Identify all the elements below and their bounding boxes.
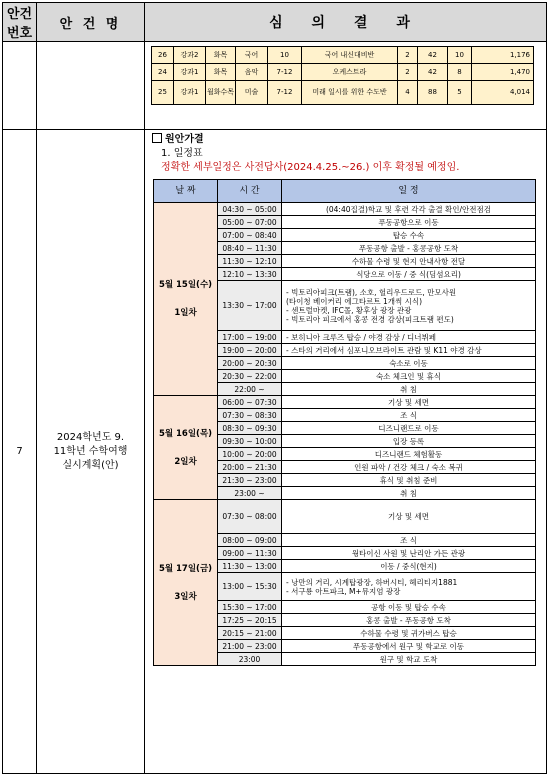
schedule-activity: 수하물 수령 및 귀가버스 탑승: [282, 627, 536, 640]
results-cell: 국어: [236, 47, 268, 64]
schedule-header-row: [154, 180, 536, 203]
results-cell: 42: [418, 47, 448, 64]
schedule-time: 15:30 ~ 17:00: [218, 601, 282, 614]
schedule-time: 12:10 ~ 13:30: [218, 268, 282, 281]
schedule-activity: 수하물 수령 및 현지 안내사항 전달: [282, 255, 536, 268]
schedule-time: 05:00 ~ 07:00: [218, 216, 282, 229]
results-cell: 2: [398, 47, 418, 64]
schedule-time: 17:00 ~ 19:00: [218, 331, 282, 344]
schedule-day-label: 1일차: [174, 308, 197, 318]
results-cell: 24: [152, 64, 174, 81]
results-cell: 88: [418, 81, 448, 105]
results-row: [152, 64, 534, 81]
schedule-day: [154, 396, 218, 500]
item-7-row: [3, 130, 547, 774]
schedule-time: 20:30 ~ 22:00: [218, 370, 282, 383]
schedule-activity: 조 식: [282, 534, 536, 547]
header-no: 안건 번호: [3, 3, 37, 42]
schedule-day-date: 5월 16일(목): [158, 428, 213, 439]
results-cell: 화목: [206, 47, 236, 64]
schedule-activity: 푸동공항에서 원구 및 학교로 이동: [282, 640, 536, 653]
schedule-activity: - 빅토리아피크(트램), 소호, 헐리우드로드, 만모사원 (타이청 베이커리 에그타르트 1개씩 시식) - 센트럴마켓, IFC몰, 황후상 광장 관광 - 빅토리아 피크에서 홍콩 전경 감상(피크트램 편도): [282, 281, 536, 331]
results-cell: 42: [418, 64, 448, 81]
results-cell: 4,014: [472, 81, 534, 105]
section-title: 원안가결: [152, 133, 546, 147]
schedule-row: [154, 203, 536, 216]
schedule-activity: 식당으로 이동 / 중 식(딤섬요리): [282, 268, 536, 281]
schedule-activity: 기상 및 세면: [282, 500, 536, 534]
results-cell: 국어 내신대비반: [302, 47, 398, 64]
results-cell: 7-12: [268, 81, 302, 105]
schedule-time: 07:30 ~ 08:30: [218, 409, 282, 422]
results-cell: 25: [152, 81, 174, 105]
agenda-table: [2, 2, 547, 774]
prev-item-row: [3, 42, 547, 130]
schedule-activity: 숙소로 이동: [282, 357, 536, 370]
schedule-time: 23:00 ~: [218, 487, 282, 500]
schedule-activity: 조 식: [282, 409, 536, 422]
schedule-activity: - 보히니아 크루즈 탑승 / 야경 감상 / 디너뷔페: [282, 331, 536, 344]
schedule-time: 23:00: [218, 653, 282, 666]
results-cell: 4: [398, 81, 418, 105]
schedule-time: 11:30 ~ 13:00: [218, 560, 282, 573]
schedule-activity: 취 침: [282, 383, 536, 396]
schedule-time: 08:30 ~ 09:30: [218, 422, 282, 435]
schedule-day-date: 5월 15일(수): [158, 280, 213, 290]
schedule-activity: - 스타의 거리에서 심포니오브라이트 관람 및 K11 야경 감상: [282, 344, 536, 357]
header-title: 안 건 명: [37, 3, 145, 42]
schedule-day: [154, 203, 218, 396]
section-note: 정확한 세부일정은 사전답사(2024.4.25.~26.) 이후 확정될 예정임.: [161, 162, 460, 173]
schedule-time: 20:00 ~ 21:30: [218, 461, 282, 474]
results-cell: 강과2: [174, 47, 206, 64]
schedule-time: 22:00 ~: [218, 383, 282, 396]
results-cell: 강과1: [174, 64, 206, 81]
schedule-activity: 입장 등록: [282, 435, 536, 448]
schedule-activity: 휴식 및 취침 준비: [282, 474, 536, 487]
schedule-time: 17:25 ~ 20:15: [218, 614, 282, 627]
schedule-activity: 공항 이동 및 탑승 수속: [282, 601, 536, 614]
schedule-activity: 탑승 수속: [282, 229, 536, 242]
checkbox-icon: [152, 133, 162, 143]
schedule-header-schedule: 일 정: [282, 180, 536, 203]
results-cell: 오케스트라: [302, 64, 398, 81]
section-subtitle: 1. 일정표: [161, 148, 203, 159]
schedule-activity: 디즈니랜드 체험활동: [282, 448, 536, 461]
item-title: 2024학년도 9. 11학년 수학여행 실시계획(안): [37, 130, 145, 774]
schedule-day-label: 2일차: [174, 456, 197, 467]
schedule-activity: 웡타이신 사원 및 난리안 가든 관광: [282, 547, 536, 560]
schedule-row: [154, 396, 536, 409]
schedule-time: 07:30 ~ 08:00: [218, 500, 282, 534]
schedule-time: 06:00 ~ 07:30: [218, 396, 282, 409]
prev-item-result: [145, 42, 547, 130]
results-cell: 월화수목: [206, 81, 236, 105]
schedule-time: 08:40 ~ 11:30: [218, 242, 282, 255]
prev-item-number: [3, 42, 37, 130]
schedule-time: 13:00 ~ 15:30: [218, 573, 282, 601]
schedule-activity: - 낭만의 거리, 시계탑광장, 하버시티, 헤리티지1881 - 서구룡 아트파크, M+뮤지엄 광장: [282, 573, 536, 601]
schedule-time: 04:30 ~ 05:00: [218, 203, 282, 216]
schedule-activity: 취 침: [282, 487, 536, 500]
schedule-time: 10:00 ~ 20:00: [218, 448, 282, 461]
schedule-activity: 인원 파악 / 건강 체크 / 숙소 복귀: [282, 461, 536, 474]
schedule-time: 21:30 ~ 23:00: [218, 474, 282, 487]
results-cell: 10: [448, 47, 472, 64]
schedule-activity: 디즈니랜드로 이동: [282, 422, 536, 435]
results-table: [151, 46, 534, 105]
schedule-activity: 원구 및 학교 도착: [282, 653, 536, 666]
results-cell: 26: [152, 47, 174, 64]
schedule-activity: 푸동공항으로 이동: [282, 216, 536, 229]
header-row: [3, 3, 547, 42]
results-cell: 2: [398, 64, 418, 81]
schedule-time: 11:30 ~ 12:10: [218, 255, 282, 268]
results-row: [152, 47, 534, 64]
results-cell: 음악: [236, 64, 268, 81]
schedule-header-date: 날 짜: [154, 180, 218, 203]
schedule-table: [153, 179, 536, 666]
schedule-time: 09:30 ~ 10:00: [218, 435, 282, 448]
schedule-time: 09:00 ~ 11:30: [218, 547, 282, 560]
prev-item-title: [37, 42, 145, 130]
schedule-time: 20:15 ~ 21:00: [218, 627, 282, 640]
schedule-activity: 홍콩 출발 - 푸동공항 도착: [282, 614, 536, 627]
results-cell: 5: [448, 81, 472, 105]
schedule-day-label: 3일차: [174, 591, 197, 602]
schedule-header-time: 시 간: [218, 180, 282, 203]
results-cell: 10: [268, 47, 302, 64]
results-row: [152, 81, 534, 105]
schedule-time: 19:00 ~ 20:00: [218, 344, 282, 357]
schedule-time: 13:30 ~ 17:00: [218, 281, 282, 331]
header-result: 심 의 결 과: [145, 3, 547, 42]
schedule-time: 21:00 ~ 23:00: [218, 640, 282, 653]
schedule-activity: 푸동공항 출발 - 홍콩공항 도착: [282, 242, 536, 255]
schedule-activity: 숙소 체크인 및 휴식: [282, 370, 536, 383]
schedule-time: 20:00 ~ 20:30: [218, 357, 282, 370]
schedule-activity: 기상 및 세면: [282, 396, 536, 409]
schedule-day-date: 5월 17일(금): [158, 563, 213, 574]
results-cell: 강과1: [174, 81, 206, 105]
results-cell: 1,176: [472, 47, 534, 64]
schedule-activity: (04:40집결)학교 및 후련 각각 출결 확인/안전점검: [282, 203, 536, 216]
schedule-activity: 이동 / 중식(현지): [282, 560, 536, 573]
results-cell: 화목: [206, 64, 236, 81]
results-cell: 미술: [236, 81, 268, 105]
item-result: [145, 130, 547, 774]
item-number: 7: [3, 130, 37, 774]
results-cell: 미래 일시를 위한 수도반: [302, 81, 398, 105]
results-cell: 8: [448, 64, 472, 81]
schedule-time: 08:00 ~ 09:00: [218, 534, 282, 547]
schedule-row: [154, 500, 536, 534]
schedule-time: 07:00 ~ 08:40: [218, 229, 282, 242]
results-cell: 7-12: [268, 64, 302, 81]
schedule-day: [154, 500, 218, 666]
results-cell: 1,470: [472, 64, 534, 81]
